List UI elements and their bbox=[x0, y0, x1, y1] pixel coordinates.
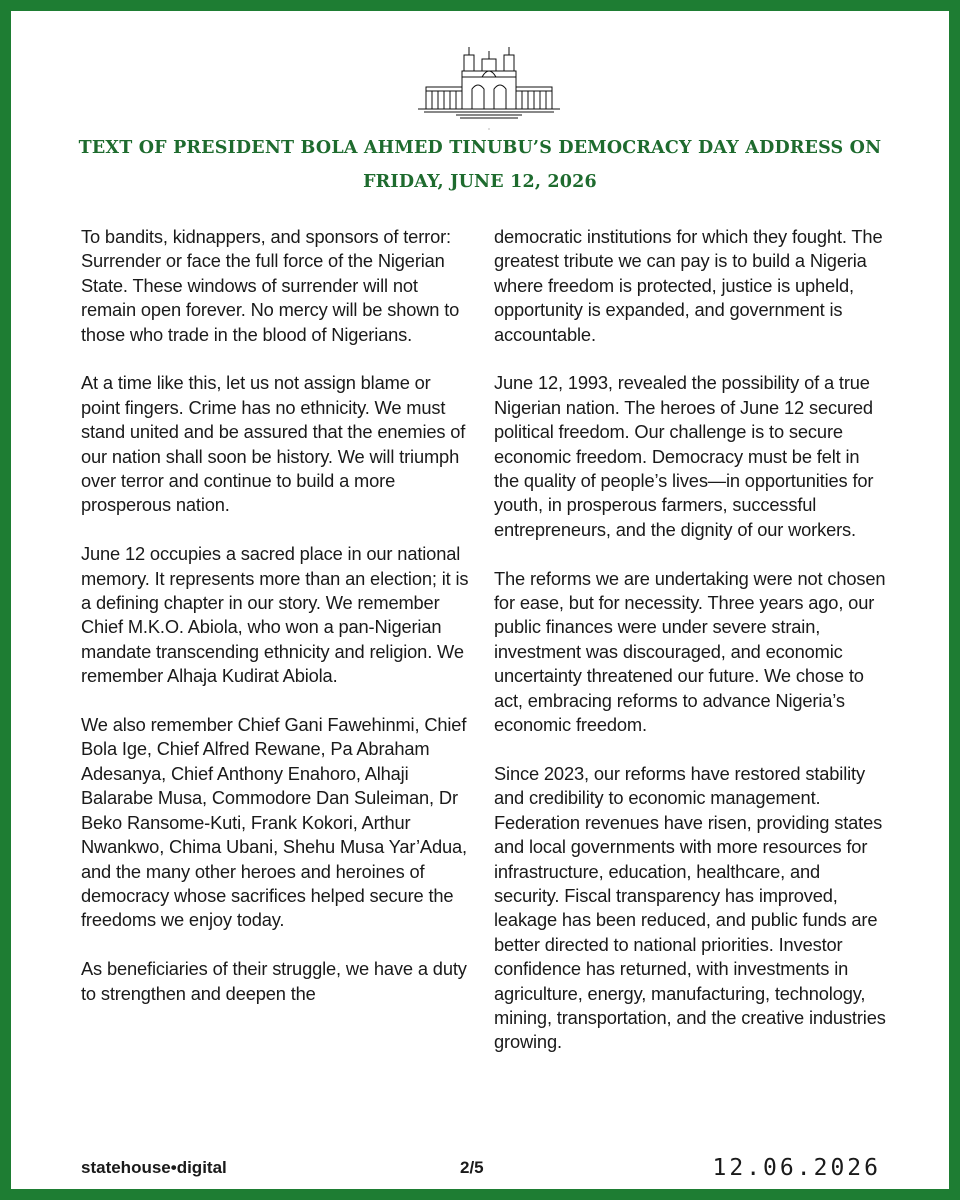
paragraph: Since 2023, our reforms have restored stability and credibility to economic management. Federation revenues have risen, providing states and local governments with more resources for infrastructure, education, healthcare, and security. Fiscal transparency has improved, leakage has been reduced, and public funds are better directed to national priorities. Investor confidence has returned, with investments in agriculture, energy, manufacturing, technology, mining, transportation, and the creative industries growing. bbox=[494, 762, 886, 1053]
title-line-2: FRIDAY, JUNE 12, 2026 bbox=[363, 172, 597, 192]
paragraph: June 12 occupies a sacred place in our national memory. It represents more than an election; it is a defining chapter in our story. We remember Chief M.K.O. Abiola, who won a pan-Nigerian mandate transcending ethnicity and religion. We remember Alhaja Kudirat Abiola. bbox=[81, 543, 469, 687]
paragraph: June 12, 1993, revealed the possibility of a true Nigerian nation. The heroes of June 12 secured political freedom. Our challenge is to secure economic freedom. Democracy must be felt in the quality of people’s lives—in opportunities for youth, in prosperous farmers, successful entrepreneurs, and the dignity of our workers. bbox=[494, 372, 874, 540]
title-line-1: TEXT OF PRESIDENT BOLA AHMED TINUBU’S DEMOCRACY DAY ADDRESS ON bbox=[78, 138, 882, 158]
paragraph: To bandits, kidnappers, and sponsors of terror: Surrender or face the full force of the Nigerian State. These windows of surrender will not remain open forever. No mercy will be shown to those who trade in the blood of Nigerians. bbox=[81, 226, 460, 345]
page-number: 2/5 bbox=[460, 1158, 484, 1177]
footer bbox=[11, 1155, 949, 1183]
paragraph: democratic institutions for which they fought. The greatest tribute we can pay is to build a Nigeria where freedom is protected, justice is upheld, opportunity is expanded, and government is accountable. bbox=[494, 226, 883, 345]
state-house-building-icon bbox=[416, 41, 562, 133]
paragraph: At a time like this, let us not assign blame or point fingers. Crime has no ethnicity. We must stand united and be assured that the enemies of our nation shall soon be history. We will triumph over terror and continue to build a more prosperous nation. bbox=[81, 372, 466, 516]
page-title bbox=[51, 131, 909, 199]
paragraph: As beneficiaries of their struggle, we have a duty to strengthen and deepen the bbox=[81, 958, 467, 1004]
brand-name: statehouse•digital bbox=[81, 1158, 227, 1177]
paragraph: We also remember Chief Gani Fawehinmi, Chief Bola Ige, Chief Alfred Rewane, Pa Abraham Adesanya, Chief Anthony Enahoro, Alhaji Balarabe Musa, Commodore Dan Suleiman, Dr Beko Ransome-Kuti, Frank Kokori, Arthur Nwankwo, Chima Ubani, Shehu Musa Yar’Adua, and the many other heroes and heroines of democracy whose sacrifices helped secure the freedoms we enjoy today. bbox=[81, 714, 467, 931]
paragraph: The reforms we are undertaking were not chosen for ease, but for necessity. Three years ago, our public finances were under severe strain, investment was discouraged, and economic uncertainty threatened our future. We chose to act, embracing reforms to advance Nigeria’s economic freedom. bbox=[494, 567, 886, 736]
right-column bbox=[494, 225, 886, 1079]
left-column bbox=[81, 225, 473, 1030]
footer-date: 12.06.2026 bbox=[712, 1155, 881, 1181]
